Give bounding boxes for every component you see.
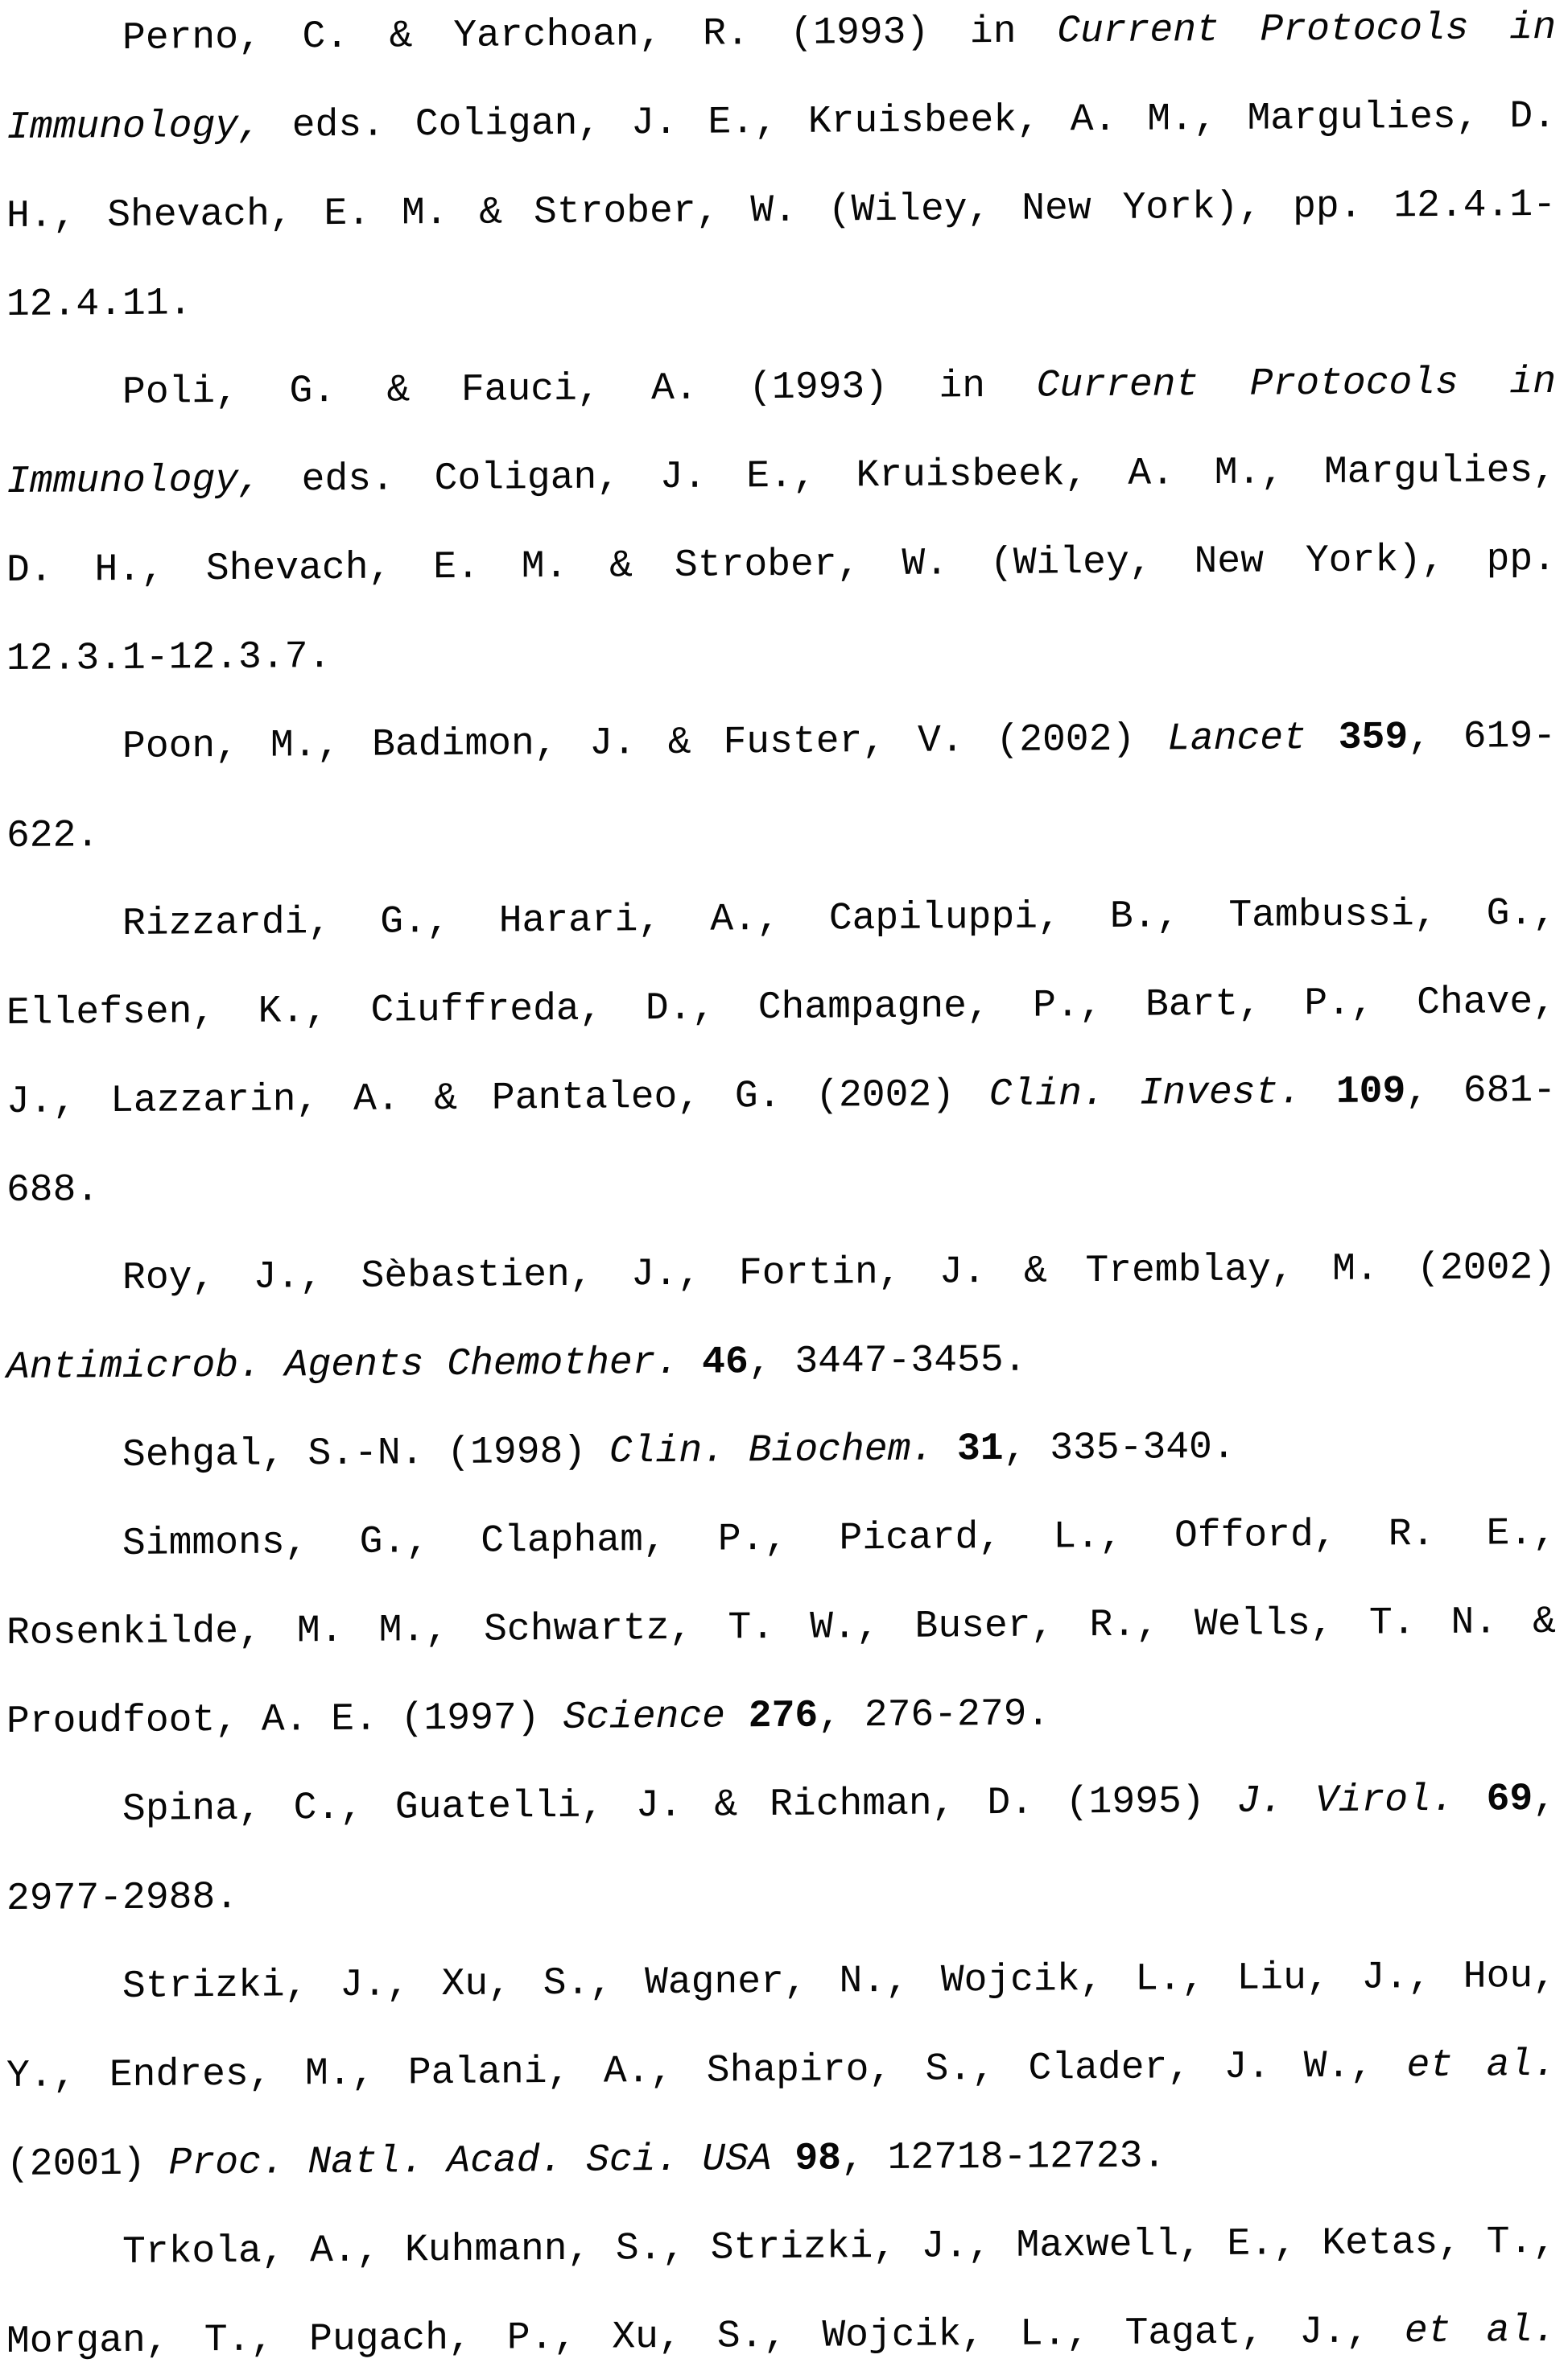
volume-number: 31 <box>957 1427 1004 1472</box>
volume-number: 98 <box>794 2137 841 2181</box>
reference-entry <box>6 0 1556 349</box>
volume-number: 69 <box>1486 1778 1533 1822</box>
text-segment: Poli, G. & Fauci, A. (1993) in <box>122 364 1037 415</box>
text-segment: Ellefsen, K., Ciuffreda, D., Champagne, P., Bart, P., Chave, <box>6 980 1556 1035</box>
text-segment: J., Lazzarin, A. & Pantaleo, G. (2002) <box>6 1073 989 1124</box>
text-segment <box>772 2138 795 2181</box>
text-segment: Poon, M., Badimon, J. & Fuster, V. (2002) <box>122 717 1168 769</box>
text-segment: 622. <box>6 814 100 858</box>
text-segment: , 335-340. <box>1003 1425 1236 1471</box>
text-segment <box>1455 1778 1487 1822</box>
text-segment: D. H., Shevach, E. M. & Strober, W. (Wiley, New York), pp. <box>6 537 1556 593</box>
reference-line <box>6 1578 1556 1678</box>
reference-line <box>6 1755 1556 1855</box>
text-segment <box>725 1695 749 1738</box>
text-segment <box>1302 1071 1336 1114</box>
text-segment: Y., Endres, M., Palani, A., Shapiro, S., Clader, J. W., <box>6 2044 1407 2098</box>
italic-title-segment: Current Protocols in <box>1057 6 1556 54</box>
text-segment: eds. Coligan, J. E., Kruisbeek, A. M., Margulies, D. <box>261 94 1556 148</box>
text-segment: , 619- <box>1408 714 1557 760</box>
reference-line <box>6 1667 1556 1766</box>
reference-line <box>6 1047 1556 1146</box>
text-segment: Strizki, J., Xu, S., Wagner, N., Wojcik, L., Liu, J., Hou, <box>122 1954 1556 2009</box>
reference-line <box>6 72 1556 172</box>
reference-line <box>6 1135 1556 1235</box>
reference-entry <box>6 1224 1556 1412</box>
reference-line <box>6 2021 1556 2121</box>
text-segment <box>934 1427 957 1471</box>
text-segment: 12.4.11. <box>6 282 192 327</box>
text-segment: Simmons, G., Clapham, P., Picard, L., Offord, R. E., <box>122 1511 1556 1566</box>
reference-entry <box>6 692 1556 881</box>
italic-title-segment: Lancet <box>1167 717 1306 762</box>
text-segment: , 12718-12723. <box>840 2134 1166 2181</box>
text-segment: Proudfoot, A. E. (1997) <box>6 1696 563 1744</box>
text-segment: Rosenkilde, M. M., Schwartz, T. W., Buser, R., Wells, T. N. & <box>6 1600 1556 1655</box>
italic-title-segment: Clin. Invest. <box>988 1071 1302 1117</box>
text-segment: 2977-2988. <box>6 1875 239 1921</box>
italic-title-segment: Clin. Biochem. <box>609 1427 935 1474</box>
reference-entry <box>6 1401 1556 1501</box>
italic-title-segment: et al. <box>1404 2308 1556 2354</box>
reference-line <box>6 1844 1556 1944</box>
references-text-block <box>6 0 1556 2367</box>
italic-title-segment: Proc. Natl. Acad. Sci. USA <box>168 2138 772 2186</box>
reference-line <box>6 781 1556 881</box>
text-segment: H., Shevach, E. M. & Strober, W. (Wiley, New York), pp. 12.4.1- <box>6 183 1556 238</box>
reference-line <box>6 515 1556 615</box>
italic-title-segment: et al. <box>1406 2043 1557 2088</box>
reference-line <box>6 427 1556 527</box>
reference-entry <box>6 1755 1556 1944</box>
text-segment: Rizzardi, G., Harari, A., Capiluppi, B., Tambussi, G., <box>122 891 1556 946</box>
reference-entry <box>6 2198 1556 2367</box>
text-segment: 688. <box>6 1168 100 1212</box>
text-segment: Spina, C., Guatelli, J. & Richman, D. (1995) <box>122 1779 1237 1832</box>
reference-line <box>6 1489 1556 1589</box>
reference-line <box>6 1932 1556 2032</box>
volume-number: 46 <box>702 1340 749 1385</box>
reference-line <box>6 2286 1556 2367</box>
text-segment: Roy, J., Sèbastien, J., Fortin, J. & Tremblay, M. (2002) <box>122 1245 1556 1300</box>
reference-line <box>6 250 1556 349</box>
reference-line <box>6 161 1556 261</box>
reference-line <box>6 604 1556 704</box>
italic-title-segment: Antimicrob. Agents Chemother. <box>6 1340 679 1390</box>
reference-line <box>6 2109 1556 2209</box>
reference-line <box>6 338 1556 438</box>
reference-line <box>6 692 1556 792</box>
italic-title-segment: J. Virol. <box>1236 1778 1455 1824</box>
text-segment: , 3447-3455. <box>748 1338 1027 1385</box>
reference-line <box>6 1224 1556 1324</box>
text-segment <box>1306 717 1339 760</box>
reference-line <box>6 2198 1556 2298</box>
text-segment: 12.3.1-12.3.7. <box>6 635 332 681</box>
reference-entry <box>6 338 1556 704</box>
text-segment: Perno, C. & Yarchoan, R. (1993) in <box>122 10 1058 60</box>
italic-title-segment: Science <box>563 1695 725 1740</box>
text-segment: , 681- <box>1405 1068 1557 1114</box>
reference-entry <box>6 1489 1556 1766</box>
italic-title-segment: Immunology, <box>6 104 262 150</box>
text-segment: , <box>1533 1777 1556 1822</box>
italic-title-segment: Current Protocols in <box>1036 360 1557 408</box>
text-segment: Trkola, A., Kuhmann, S., Strizki, J., Maxwell, E., Ketas, T., <box>122 2220 1556 2274</box>
reference-line <box>6 1312 1556 1412</box>
reference-line <box>6 958 1556 1058</box>
text-segment: Morgan, T., Pugach, P., Xu, S., Wojcik, L., Tagat, J., <box>6 2310 1405 2364</box>
reference-line <box>6 1401 1556 1501</box>
text-segment <box>679 1341 702 1385</box>
volume-number: 359 <box>1338 716 1409 760</box>
text-segment: , 276-279. <box>818 1692 1050 1738</box>
volume-number: 109 <box>1335 1070 1406 1114</box>
text-segment: (2001) <box>6 2142 169 2187</box>
volume-number: 276 <box>748 1694 819 1739</box>
reference-line <box>6 870 1556 969</box>
text-segment: eds. Coligan, J. E., Kruisbeek, A. M., Margulies, <box>261 448 1556 502</box>
reference-entry <box>6 870 1556 1235</box>
text-segment: Sehgal, S.-N. (1998) <box>122 1430 609 1477</box>
reference-line <box>6 0 1556 84</box>
italic-title-segment: Immunology, <box>6 458 262 504</box>
reference-entry <box>6 1932 1556 2209</box>
